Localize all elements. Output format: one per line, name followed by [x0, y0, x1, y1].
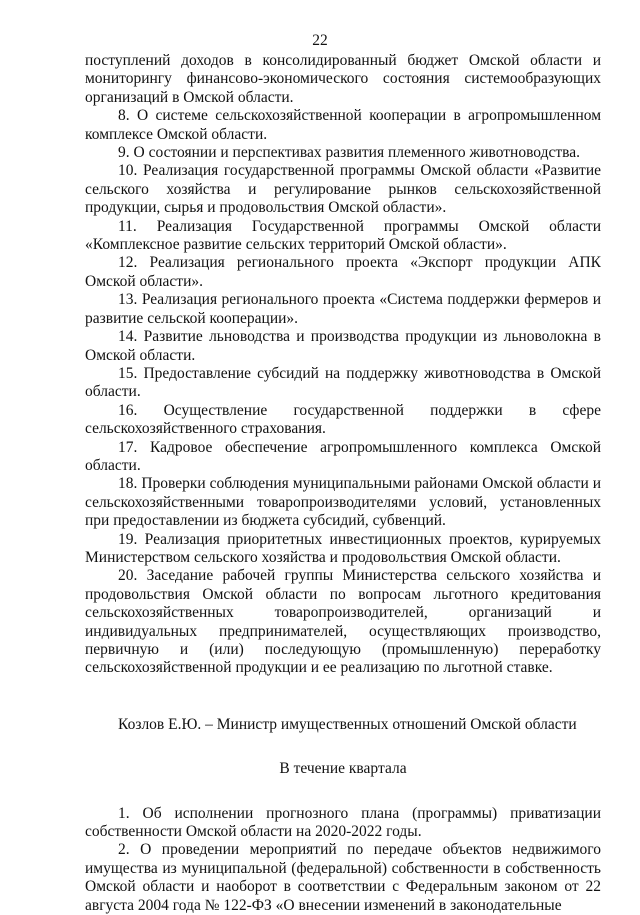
section-spacer — [85, 779, 601, 805]
list-item: 16. Осуществление государственной поддержки в сфере сельскохозяйственного страхования. — [85, 401, 601, 438]
list-item: 1. Об исполнении прогнозного плана (программы) приватизации собственности Омской области на 2020-2022 годы. — [85, 804, 601, 841]
list-item: 9. О состоянии и перспективах развития племенного животноводства. — [118, 144, 581, 162]
section-spacer — [85, 734, 601, 760]
list-item: 20. Заседание рабочей группы Министерства сельского хозяйства и продовольствия Омской области по вопросам льготного кредитования сельскохозяйственных товаропроизводителей, организаций и индивидуальных предпринимателей, осуществляющих производство, первичную и (или) последующую (промышленную) переработку сельскохозяйственной продукции и ее реализацию по льготной ставке. — [85, 567, 601, 677]
list-item: 18. Проверки соблюдения муниципальными районами Омской области и сельскохозяйственными товаропроизводителями условий, установленных при предоставлении из бюджета субсидий, субвенций. — [85, 475, 601, 530]
list-item: 12. Реализация регионального проекта «Экспорт продукции АПК Омской области». — [85, 254, 601, 290]
page-number: 22 — [312, 32, 328, 49]
paragraph-continuation: поступлений доходов в консолидированный бюджет Омской области и мониторингу финансово-экономического состояния системообразующих организаций в Омской области. — [85, 52, 601, 106]
list-item: 2. О проведении мероприятий по передаче объектов недвижимого имущества из муниципальной (федеральной) собственности в собственность Омской области и наоборот в соответствии с Федеральным законом от 22 августа 2004 года № 122-ФЗ «О внесении изменений в законодательные — [85, 841, 601, 914]
period-heading: В течение квартала — [279, 760, 407, 778]
list-item: 19. Реализация приоритетных инвестиционных проектов, курируемых Министерством сельского хозяйства и продовольствия Омской области. — [85, 530, 601, 566]
list-item: 13. Реализация регионального проекта «Система поддержки фермеров и развитие сельской кооперации». — [85, 291, 601, 327]
list-item: 8. О системе сельскохозяйственной кооперации в агропромышленном комплексе Омской области. — [85, 107, 601, 143]
list-item: 11. Реализация Государственной программы Омской области «Комплексное развитие сельских территорий Омской области». — [85, 217, 601, 254]
document-body — [85, 52, 601, 915]
list-item: 10. Реализация государственной программы Омской области «Развитие сельского хозяйства и регулирование рынков сельскохозяйственной продукции, сырья и продовольствия Омской области». — [85, 162, 601, 217]
list-item: 17. Кадровое обеспечение агропромышленного комплекса Омской области. — [85, 438, 601, 474]
section-spacer — [85, 678, 601, 716]
list-item: 14. Развитие льноводства и производства продукции из льноволокна в Омской области. — [85, 328, 601, 364]
list-item: 15. Предоставление субсидий на поддержку животноводства в Омской области. — [85, 364, 601, 401]
minister-heading: Козлов Е.Ю. – Министр имущественных отношений Омской области — [118, 715, 577, 733]
